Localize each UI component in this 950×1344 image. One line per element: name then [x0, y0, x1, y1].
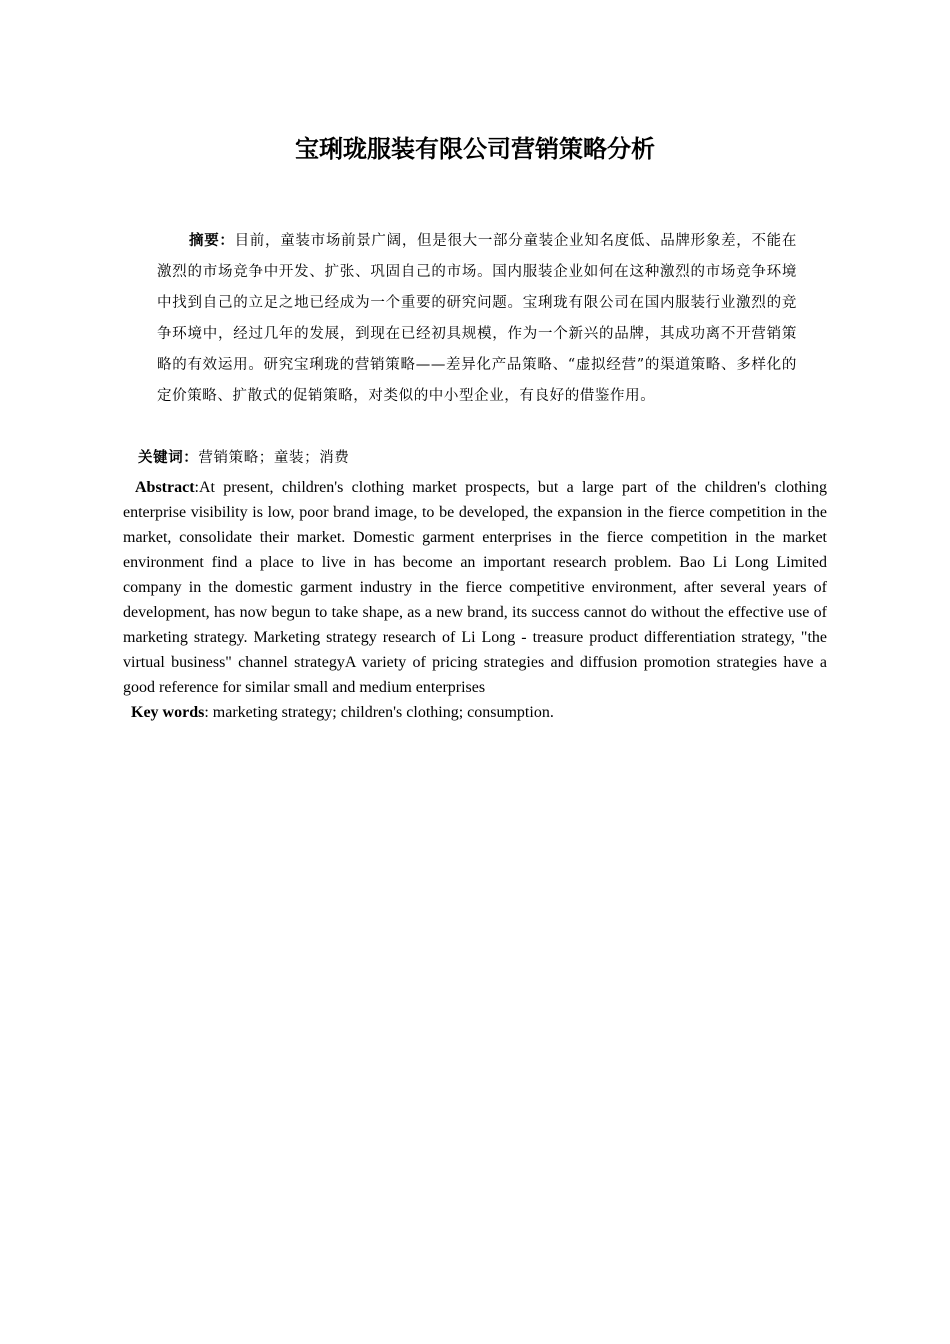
chinese-keywords	[138, 444, 818, 472]
chinese-keywords-text: 营销策略；童装；消费	[198, 450, 350, 466]
chinese-keywords-label: 关键词：	[138, 450, 199, 466]
english-abstract-label: Abstract	[135, 479, 195, 496]
english-keywords-label: Key words	[131, 704, 205, 721]
english-abstract	[123, 475, 827, 700]
chinese-abstract-label: 摘要：	[189, 233, 235, 249]
english-abstract-text: :At present, children's clothing market prospects, but a large part of the children's clothing enterprise visibility is low, poor brand image, to be developed, the expansion in the fierce competition in the market, consolidate their market. Domestic garment enterprises in the fierce competition in the market environment find a place to live in has become an important research problem. Bao Li Long Limited company in the domestic garment industry in the fierce competitive environment, after several years of development, has now begun to take shape, as a new brand, its success cannot do without the effective use of marketing strategy. Marketing strategy research of Li Long - treasure product differentiation strategy, "the virtual business" channel strategyA variety of pricing strategies and diffusion promotion strategies have a good reference for similar small and medium enterprises	[123, 479, 827, 696]
english-keywords	[131, 700, 831, 725]
document-title: 宝琍珑服装有限公司营销策略分析	[295, 135, 655, 163]
english-keywords-text: : marketing strategy; children's clothing; consumption.	[204, 704, 554, 721]
chinese-abstract	[157, 226, 797, 412]
chinese-abstract-text: 目前，童装市场前景广阔，但是很大一部分童装企业知名度低、品牌形象差，不能在激烈的市场竞争中开发、扩张、巩固自己的市场。国内服装企业如何在这种激烈的市场竞争环境中找到自己的立足之地已经成为一个重要的研究问题。宝琍珑有限公司在国内服装行业激烈的竞争环境中，经过几年的发展，到现在已经初具规模，作为一个新兴的品牌，其成功离不开营销策略的有效运用。研究宝琍珑的营销策略——差异化产品策略、“虚拟经营”的渠道策略、多样化的定价策略、扩散式的促销策略，对类似的中小型企业，有良好的借鉴作用。	[157, 233, 797, 404]
